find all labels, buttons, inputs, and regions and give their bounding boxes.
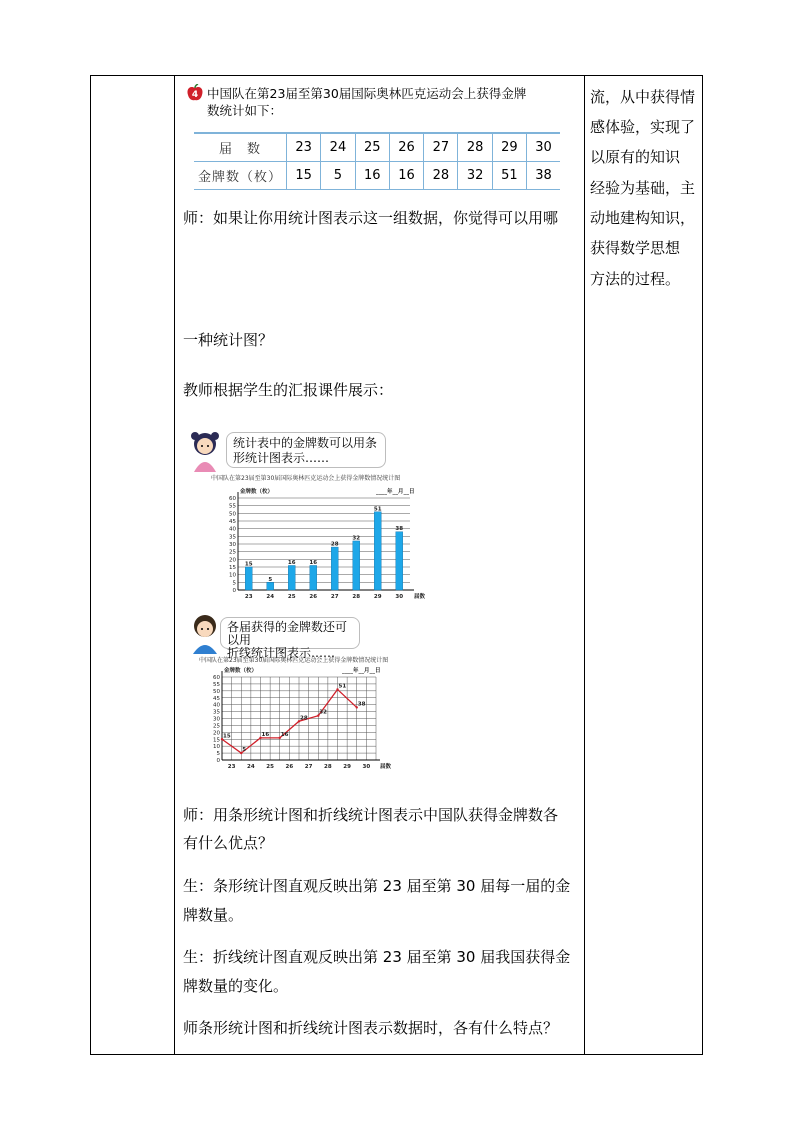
speech-bubble-girl — [226, 432, 386, 468]
side-note-line: 感体验，实现了 — [590, 118, 696, 136]
date-label: ____年__月__日 — [376, 489, 415, 495]
table-cell: 29 — [492, 133, 526, 162]
teacher-question: 师：如果让你用统计图表示这一组数据，你觉得可以用哪 — [183, 209, 559, 227]
y-tick-label: 40 — [213, 702, 220, 709]
table-cell: 28 — [424, 162, 458, 190]
data-label: 28 — [330, 541, 339, 548]
x-tick-label: 24 — [247, 764, 255, 770]
x-tick-label: 26 — [285, 764, 294, 770]
y-tick-label: 45 — [213, 695, 220, 702]
y-tick-label: 20 — [213, 730, 220, 737]
y-tick-label: 20 — [229, 557, 236, 564]
medal-table — [194, 132, 560, 190]
side-note-line: 流，从中获得情 — [590, 88, 696, 106]
column-divider-1 — [174, 76, 175, 1054]
table-cell: 38 — [527, 162, 560, 190]
data-label: 32 — [352, 535, 361, 542]
y-tick-label: 50 — [213, 688, 220, 695]
x-tick-label: 23 — [227, 764, 236, 770]
y-tick-label: 15 — [213, 737, 220, 744]
table-cell: 23 — [287, 133, 321, 162]
table-cell: 28 — [458, 133, 492, 162]
data-label: 38 — [357, 701, 366, 708]
bubble-text: 统计表中的金牌数可以用条 — [233, 436, 378, 450]
table-cell: 24 — [321, 133, 355, 162]
x-tick-label: 23 — [244, 594, 253, 600]
y-tick-label: 55 — [229, 503, 236, 510]
data-label: 5 — [268, 576, 273, 583]
girl-figure — [188, 430, 222, 472]
y-tick-label: 25 — [213, 723, 220, 730]
data-label: 5 — [242, 747, 247, 754]
x-tick-label: 29 — [373, 594, 382, 600]
y-tick-label: 40 — [229, 526, 236, 533]
table-cell: 16 — [355, 162, 389, 190]
data-label: 38 — [395, 526, 404, 533]
y-tick-label: 0 — [216, 758, 220, 764]
bar-chart-title: 中国队在第23届至第30届国际奥林匹克运动会上获得金牌数情况统计图 — [211, 475, 401, 482]
y-tick-label: 55 — [213, 681, 220, 688]
side-note-line: 经验为基础，主 — [590, 179, 696, 197]
bar — [310, 565, 317, 590]
x-tick-label: 26 — [309, 594, 318, 600]
table-cell: 16 — [389, 162, 423, 190]
y-tick-label: 15 — [229, 565, 236, 571]
y-tick-label: 5 — [232, 580, 236, 587]
y-tick-label: 0 — [232, 588, 236, 594]
data-label: 16 — [280, 731, 289, 738]
y-tick-label: 60 — [213, 675, 220, 681]
x-tick-label: 27 — [330, 594, 339, 600]
data-label: 51 — [338, 683, 347, 690]
table-cell: 5 — [321, 162, 355, 190]
y-tick-label: 10 — [229, 572, 236, 579]
bar — [267, 582, 274, 590]
y-tick-label: 10 — [213, 744, 220, 751]
column-divider-2 — [584, 76, 585, 1054]
bubble-text: 形统计图表示…… — [233, 451, 330, 465]
teacher-question-3: 师条形统计图和折线统计图表示数据时，各有什么特点？ — [183, 1019, 559, 1037]
bar — [353, 541, 360, 590]
table-row — [194, 162, 560, 190]
teacher-note: 教师根据学生的汇报课件展示： — [183, 381, 394, 399]
apple-icon — [186, 84, 204, 102]
x-tick-label: 25 — [266, 764, 274, 770]
side-note-line: 方法的过程。 — [590, 270, 681, 288]
side-note-line: 以原有的知识 — [590, 148, 681, 166]
line-chart — [200, 661, 400, 771]
teacher-question-2: 师：用条形统计图和折线统计图表示中国队获得金牌数各 — [183, 806, 559, 824]
y-tick-label: 60 — [229, 496, 236, 502]
problem-title-line1: 中国队在第23届至第30届国际奥林匹克运动会上获得金牌 — [207, 86, 527, 101]
data-label: 16 — [287, 559, 296, 566]
y-tick-label: 35 — [213, 709, 220, 716]
x-tick-label: 28 — [352, 594, 361, 600]
table-cell: 26 — [389, 133, 423, 162]
y-axis-title: 金牌数（枚） — [240, 489, 274, 495]
data-label: 15 — [244, 561, 253, 568]
student-answer-2: 生：折线统计图直观反映出第 23 届至第 30 届我国获得金 — [183, 948, 571, 966]
line-chart-title: 中国队在第23届至第30届国际奥林匹克运动会上获得金牌数情况统计图 — [199, 657, 389, 664]
teacher-question-cont: 一种统计图？ — [183, 331, 274, 349]
student-answer-1: 生：条形统计图直观反映出第 23 届至第 30 届每一届的金 — [183, 877, 571, 895]
data-label: 15 — [223, 733, 231, 740]
problem-title-line2: 数统计如下： — [207, 103, 283, 118]
table-cell: 15 — [287, 162, 321, 190]
boy-figure — [188, 612, 222, 654]
bar — [331, 547, 338, 590]
x-tick-label: 29 — [343, 764, 351, 770]
y-tick-label: 5 — [216, 751, 220, 758]
speech-bubble-boy — [220, 617, 360, 660]
side-note-line: 获得数学思想 — [590, 239, 681, 257]
y-tick-label: 30 — [213, 716, 220, 723]
data-label: 32 — [319, 709, 327, 716]
data-label: 28 — [300, 715, 308, 722]
student-answer-1-cont: 牌数量。 — [183, 906, 244, 924]
table-cell: 51 — [492, 162, 526, 190]
data-label: 51 — [373, 506, 382, 513]
bar — [288, 565, 295, 590]
y-tick-label: 50 — [229, 511, 236, 518]
table-cell: 30 — [527, 133, 560, 162]
x-tick-label: 28 — [324, 764, 332, 770]
table-cell: 25 — [355, 133, 389, 162]
x-tick-label: 30 — [362, 764, 371, 770]
y-tick-label: 30 — [229, 542, 236, 548]
date-label: ____年__月__日 — [342, 668, 381, 674]
bar — [374, 512, 381, 590]
bar — [245, 567, 252, 590]
bar-chart — [200, 478, 440, 602]
bar — [396, 532, 403, 590]
x-tick-label: 25 — [287, 594, 296, 600]
table-cell: 32 — [458, 162, 492, 190]
table-row — [194, 133, 560, 162]
bubble-text: 各届获得的金牌数还可以用 — [227, 620, 348, 647]
y-tick-label: 25 — [229, 549, 236, 556]
y-axis-title: 金牌数（枚） — [224, 668, 258, 674]
bubble-text: 折线统计图表示…… — [227, 646, 336, 660]
teacher-question-2-cont: 有什么优点？ — [183, 834, 274, 852]
student-answer-2-cont: 牌数量的变化。 — [183, 977, 289, 995]
y-tick-label: 45 — [229, 519, 236, 525]
x-tick-label: 24 — [266, 594, 275, 600]
row-label-medals: 金牌数（枚） — [194, 162, 287, 190]
table-cell: 27 — [424, 133, 458, 162]
side-note-line: 动地建构知识， — [590, 209, 696, 227]
data-label: 16 — [261, 731, 270, 738]
x-tick-label: 30 — [395, 594, 404, 600]
x-tick-label: 27 — [304, 764, 313, 770]
data-label: 16 — [309, 559, 318, 566]
row-label-sessions: 届 数 — [194, 133, 287, 162]
y-tick-label: 35 — [229, 534, 236, 541]
x-axis-title: 届数 — [380, 764, 392, 770]
svg-text:4: 4 — [191, 90, 199, 100]
x-axis-title: 届数 — [414, 594, 426, 600]
